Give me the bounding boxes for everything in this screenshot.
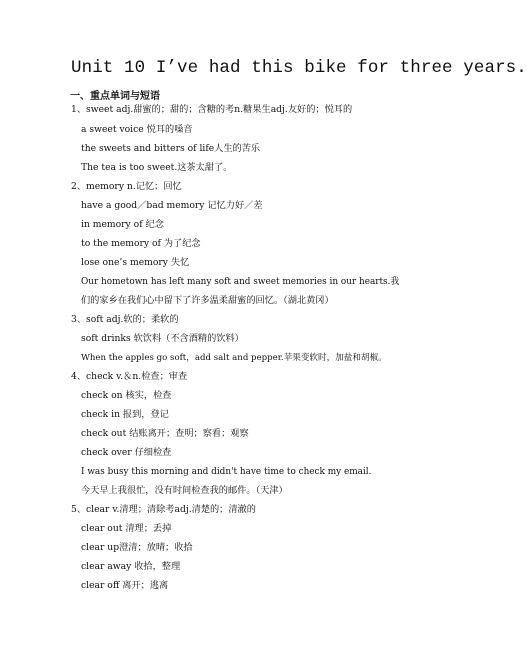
example-translation: 今天早上我很忙，没有时间检查我的邮件。（天津） (81, 485, 288, 496)
example-line: The tea is too sweet.这茶太甜了。 (81, 162, 233, 173)
entry-soft-heading: 3、soft adj.软的；柔软的 (71, 314, 179, 325)
entry-clear-heading: 5、clear v.清理；清除考adj.清楚的；清澈的 (71, 504, 256, 515)
example-sentence: I was busy this morning and didn't have time to check my email. (81, 467, 372, 477)
example-line: clear off 离开；逃离 (81, 580, 169, 591)
example-translation: 们的家乡在我们心中留下了许多温柔甜蜜的回忆。（湖北黄冈） (81, 295, 334, 306)
example-line: check out 结账离开；查明；察看；观察 (81, 428, 249, 439)
example-line: have a good／bad memory 记忆力好／差 (81, 200, 263, 211)
entry-sweet-heading: 1、sweet adj.甜蜜的；甜的；含糖的考n.糖果生adj.友好的；悦耳的 (71, 104, 353, 115)
page-title: Unit 10 I’ve had this bike for three years. (71, 58, 527, 78)
example-sentence: When the apples go soft，add salt and pepper.苹果变软时，加盐和胡椒。 (81, 353, 387, 363)
example-line: a sweet voice 悦耳的嗓音 (81, 124, 193, 135)
example-sentence: Our hometown has left many soft and sweet memories in our hearts.我 (81, 277, 400, 287)
example-line: in memory of 纪念 (81, 219, 164, 230)
example-line: to the memory of 为了纪念 (81, 238, 201, 249)
example-line: check in 报到，登记 (81, 409, 169, 420)
example-line: check over 仔细检查 (81, 447, 172, 458)
example-line: lose one’s memory 失忆 (81, 257, 190, 268)
example-line: the sweets and bitters of life人生的苦乐 (81, 143, 261, 154)
example-line: clear up澄清；放晴；收拾 (81, 542, 193, 553)
entry-memory-heading: 2、memory n.记忆；回忆 (71, 181, 182, 192)
section-heading: 一、重点单词与短语 (70, 91, 160, 102)
entry-check-heading: 4、check v.＆n.检查；审查 (71, 371, 188, 382)
example-line: clear away 收拾，整理 (81, 561, 181, 572)
example-line: check on 核实，检查 (81, 390, 172, 401)
example-line: clear out 清理；丢掉 (81, 523, 172, 534)
example-line: soft drinks 软饮料（不含酒精的饮料） (81, 333, 244, 344)
